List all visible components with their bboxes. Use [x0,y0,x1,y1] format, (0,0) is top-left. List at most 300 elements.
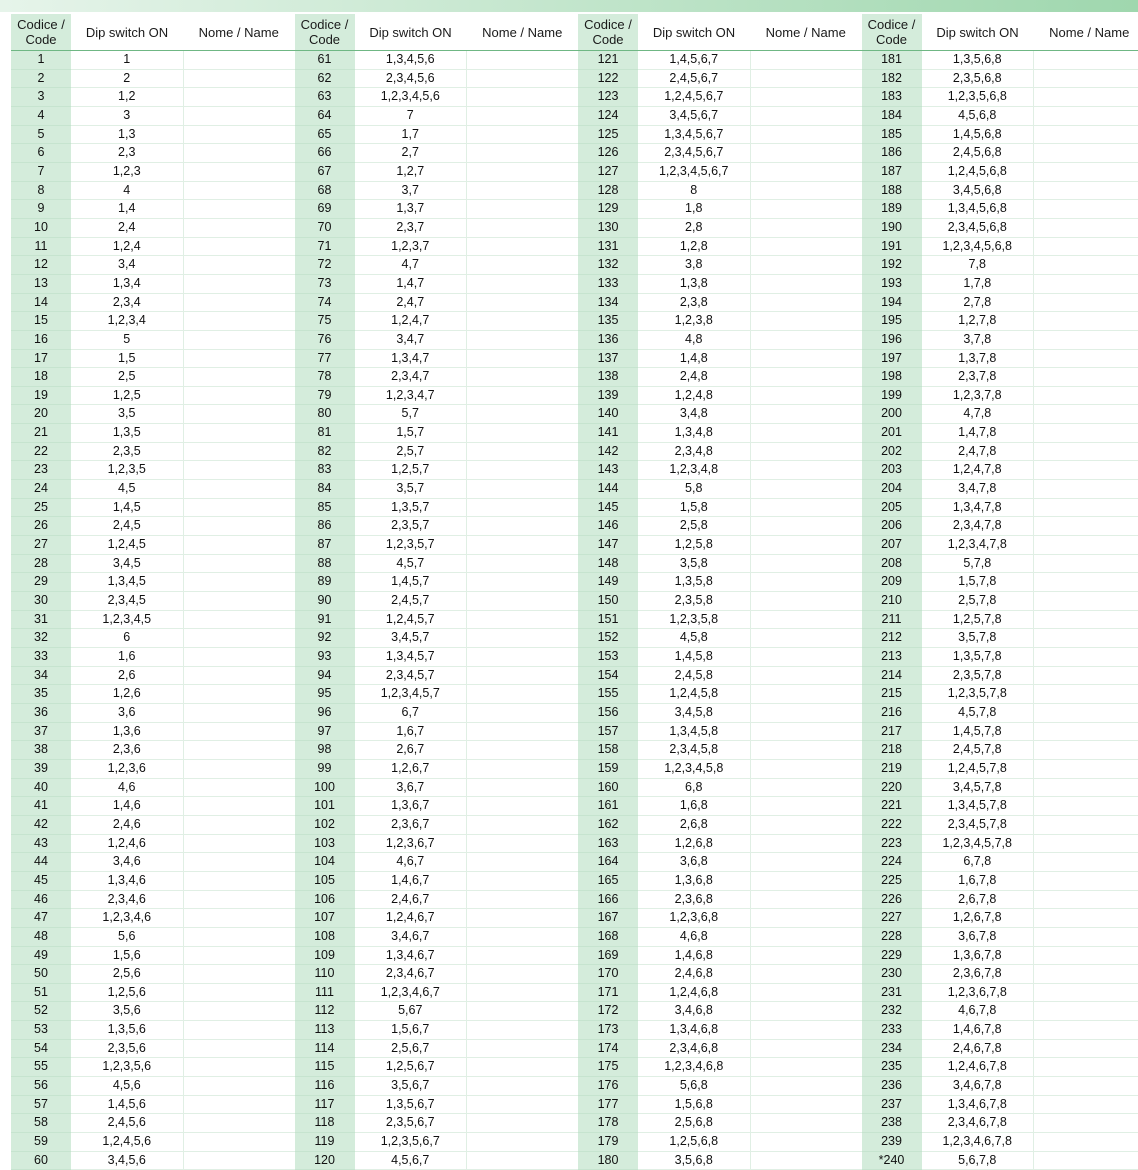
dip-switch-cell: 4,8 [638,330,750,349]
name-cell[interactable] [1034,349,1138,368]
name-cell[interactable] [467,368,579,387]
name-cell[interactable] [467,722,579,741]
name-cell[interactable] [183,703,295,722]
code-cell: 12 [11,256,71,275]
name-cell[interactable] [467,106,579,125]
name-cell[interactable] [750,106,862,125]
table-row [862,797,1138,816]
name-cell[interactable] [467,312,579,331]
name-cell[interactable] [183,685,295,704]
name-cell[interactable] [750,797,862,816]
table-row [862,349,1138,368]
name-cell[interactable] [1034,1151,1138,1170]
table-row [295,666,579,685]
dip-switch-cell: 5,6,7,8 [922,1151,1034,1170]
name-cell[interactable] [467,741,579,760]
name-cell[interactable] [1034,51,1138,70]
dip-switch-cell: 2,3,5,6,8 [922,69,1034,88]
dip-switch-cell: 4,6,7 [355,853,467,872]
name-cell[interactable] [1034,1095,1138,1114]
name-cell[interactable] [1034,218,1138,237]
name-cell[interactable] [467,274,579,293]
name-cell[interactable] [750,312,862,331]
name-cell[interactable] [467,1077,579,1096]
name-cell[interactable] [467,610,579,629]
name-cell[interactable] [750,480,862,499]
name-cell[interactable] [467,685,579,704]
name-cell[interactable] [1034,69,1138,88]
code-cell: 125 [578,125,638,144]
name-cell[interactable] [467,69,579,88]
name-cell[interactable] [750,274,862,293]
name-cell[interactable] [467,592,579,611]
name-cell[interactable] [467,871,579,890]
name-cell[interactable] [467,293,579,312]
name-cell[interactable] [750,815,862,834]
table-row [11,536,295,555]
name-cell[interactable] [1034,834,1138,853]
name-cell[interactable] [183,424,295,443]
dip-switch-cell: 2,6 [71,666,183,685]
name-cell[interactable] [183,1133,295,1152]
name-cell[interactable] [1034,106,1138,125]
name-cell[interactable] [1034,536,1138,555]
name-cell[interactable] [750,200,862,219]
name-cell[interactable] [1034,181,1138,200]
name-cell[interactable] [467,853,579,872]
name-cell[interactable] [467,629,579,648]
name-cell[interactable] [750,1114,862,1133]
name-cell[interactable] [183,797,295,816]
name-cell[interactable] [467,330,579,349]
name-cell[interactable] [183,517,295,536]
name-cell[interactable] [750,666,862,685]
name-cell[interactable] [750,1039,862,1058]
name-cell[interactable] [750,51,862,70]
name-cell[interactable] [183,237,295,256]
name-cell[interactable] [1034,1058,1138,1077]
name-cell[interactable] [467,442,579,461]
name-cell[interactable] [467,1058,579,1077]
name-cell[interactable] [467,405,579,424]
name-cell[interactable] [1034,853,1138,872]
code-cell: 36 [11,703,71,722]
name-cell[interactable] [467,349,579,368]
name-cell[interactable] [750,871,862,890]
table-row [578,890,862,909]
code-cell: 233 [862,1021,922,1040]
name-cell[interactable] [183,51,295,70]
name-cell[interactable] [183,1114,295,1133]
name-cell[interactable] [1034,256,1138,275]
name-cell[interactable] [183,1058,295,1077]
table-row [11,125,295,144]
name-cell[interactable] [750,554,862,573]
dip-switch-cell: 1,5,6,8 [638,1095,750,1114]
name-cell[interactable] [1034,237,1138,256]
name-cell[interactable] [750,536,862,555]
name-cell[interactable] [467,237,579,256]
name-cell[interactable] [467,909,579,928]
name-cell[interactable] [467,703,579,722]
name-cell[interactable] [750,1077,862,1096]
name-cell[interactable] [750,890,862,909]
name-cell[interactable] [750,927,862,946]
name-cell[interactable] [183,200,295,219]
name-cell[interactable] [1034,722,1138,741]
name-cell[interactable] [467,461,579,480]
name-cell[interactable] [750,1021,862,1040]
code-cell: 41 [11,797,71,816]
table-row [578,648,862,667]
code-cell: 79 [295,386,355,405]
name-cell[interactable] [750,1133,862,1152]
name-cell[interactable] [467,983,579,1002]
name-cell[interactable] [183,629,295,648]
code-cell: 211 [862,610,922,629]
name-cell[interactable] [1034,498,1138,517]
name-cell[interactable] [1034,965,1138,984]
name-cell[interactable] [183,834,295,853]
name-cell[interactable] [750,349,862,368]
name-cell[interactable] [467,162,579,181]
name-cell[interactable] [183,890,295,909]
name-cell[interactable] [183,218,295,237]
name-cell[interactable] [183,554,295,573]
name-cell[interactable] [467,759,579,778]
name-cell[interactable] [750,424,862,443]
name-cell[interactable] [467,573,579,592]
name-cell[interactable] [750,293,862,312]
name-cell[interactable] [183,480,295,499]
name-cell[interactable] [183,349,295,368]
name-cell[interactable] [1034,909,1138,928]
dip-switch-cell: 2,6,8 [638,815,750,834]
name-cell[interactable] [467,834,579,853]
table-row [11,162,295,181]
name-cell[interactable] [750,685,862,704]
code-cell: 121 [578,51,638,70]
name-cell[interactable] [1034,983,1138,1002]
name-cell[interactable] [467,181,579,200]
name-cell[interactable] [1034,200,1138,219]
name-cell[interactable] [750,946,862,965]
name-cell[interactable] [750,181,862,200]
name-cell[interactable] [1034,573,1138,592]
name-cell[interactable] [1034,293,1138,312]
dip-switch-cell: 1,3,6,8 [638,871,750,890]
name-cell[interactable] [183,909,295,928]
name-cell[interactable] [183,69,295,88]
name-cell[interactable] [750,610,862,629]
name-cell[interactable] [183,368,295,387]
name-cell[interactable] [183,573,295,592]
table-row [862,312,1138,331]
name-cell[interactable] [750,853,862,872]
name-cell[interactable] [467,648,579,667]
name-cell[interactable] [1034,424,1138,443]
dip-switch-cell: 1,3,5,6,7 [355,1095,467,1114]
name-cell[interactable] [183,106,295,125]
name-cell[interactable] [750,1058,862,1077]
dip-switch-cell: 1,3,6,7 [355,797,467,816]
name-cell[interactable] [1034,274,1138,293]
name-cell[interactable] [1034,1077,1138,1096]
name-cell[interactable] [1034,1133,1138,1152]
name-cell[interactable] [467,946,579,965]
name-cell[interactable] [183,610,295,629]
name-cell[interactable] [183,330,295,349]
name-cell[interactable] [1034,442,1138,461]
name-cell[interactable] [183,256,295,275]
name-cell[interactable] [183,927,295,946]
name-cell[interactable] [467,554,579,573]
code-column-header: Codice / Code [578,14,638,51]
name-cell[interactable] [1034,778,1138,797]
name-cell[interactable] [467,386,579,405]
name-cell[interactable] [750,218,862,237]
name-cell[interactable] [1034,368,1138,387]
name-cell[interactable] [467,815,579,834]
name-cell[interactable] [750,256,862,275]
name-cell[interactable] [467,890,579,909]
name-cell[interactable] [183,312,295,331]
name-cell[interactable] [183,293,295,312]
name-cell[interactable] [467,1133,579,1152]
name-cell[interactable] [467,88,579,107]
name-cell[interactable] [467,1039,579,1058]
name-cell[interactable] [467,666,579,685]
name-cell[interactable] [183,946,295,965]
name-cell[interactable] [750,237,862,256]
code-cell: 44 [11,853,71,872]
name-cell[interactable] [183,274,295,293]
table-row [11,349,295,368]
name-cell[interactable] [1034,480,1138,499]
name-cell[interactable] [1034,871,1138,890]
name-cell[interactable] [467,1002,579,1021]
code-cell: 161 [578,797,638,816]
name-cell[interactable] [1034,890,1138,909]
name-cell[interactable] [750,592,862,611]
name-cell[interactable] [183,405,295,424]
table-row [862,741,1138,760]
name-cell[interactable] [467,536,579,555]
name-cell[interactable] [183,125,295,144]
name-cell[interactable] [467,1021,579,1040]
name-cell[interactable] [183,592,295,611]
name-cell[interactable] [467,965,579,984]
table-row [295,573,579,592]
name-cell[interactable] [1034,386,1138,405]
name-cell[interactable] [750,703,862,722]
dip-switch-cell: 2,5,6,7 [355,1039,467,1058]
name-cell[interactable] [750,498,862,517]
name-cell[interactable] [467,778,579,797]
name-cell[interactable] [467,927,579,946]
name-cell[interactable] [750,834,862,853]
name-cell[interactable] [1034,629,1138,648]
name-cell[interactable] [183,1021,295,1040]
name-cell[interactable] [750,144,862,163]
name-cell[interactable] [750,965,862,984]
name-cell[interactable] [183,1039,295,1058]
name-cell[interactable] [750,573,862,592]
name-cell[interactable] [183,442,295,461]
name-cell[interactable] [467,480,579,499]
name-cell[interactable] [750,461,862,480]
name-cell[interactable] [183,853,295,872]
name-cell[interactable] [750,909,862,928]
name-cell[interactable] [183,741,295,760]
name-cell[interactable] [183,759,295,778]
name-cell[interactable] [750,648,862,667]
name-cell[interactable] [750,1002,862,1021]
name-cell[interactable] [467,424,579,443]
name-cell[interactable] [183,144,295,163]
code-cell: 106 [295,890,355,909]
name-cell[interactable] [750,722,862,741]
table-row [295,759,579,778]
name-cell[interactable] [750,88,862,107]
name-cell[interactable] [750,759,862,778]
name-cell[interactable] [467,200,579,219]
name-cell[interactable] [750,629,862,648]
code-cell: 239 [862,1133,922,1152]
name-cell[interactable] [1034,797,1138,816]
name-cell[interactable] [1034,703,1138,722]
name-cell[interactable] [1034,88,1138,107]
name-cell[interactable] [183,815,295,834]
name-cell[interactable] [183,983,295,1002]
name-cell[interactable] [183,871,295,890]
dip-switch-cell: 4,5,8 [638,629,750,648]
dip-switch-cell: 5,6 [71,927,183,946]
name-cell[interactable] [1034,592,1138,611]
table-row [862,853,1138,872]
name-cell[interactable] [1034,927,1138,946]
name-cell[interactable] [1034,312,1138,331]
name-cell[interactable] [750,1151,862,1170]
name-cell[interactable] [1034,666,1138,685]
name-cell[interactable] [750,125,862,144]
name-cell[interactable] [1034,1039,1138,1058]
name-cell[interactable] [183,1095,295,1114]
name-cell[interactable] [183,498,295,517]
name-cell[interactable] [183,536,295,555]
dip-switch-cell: 1,2,6,8 [638,834,750,853]
code-cell: 136 [578,330,638,349]
name-cell[interactable] [1034,517,1138,536]
name-cell[interactable] [750,778,862,797]
name-cell[interactable] [750,983,862,1002]
name-cell[interactable] [183,162,295,181]
code-cell: 147 [578,536,638,555]
name-cell[interactable] [183,648,295,667]
name-cell[interactable] [1034,1021,1138,1040]
name-cell[interactable] [1034,648,1138,667]
name-cell[interactable] [1034,946,1138,965]
name-cell[interactable] [183,1077,295,1096]
name-cell[interactable] [467,218,579,237]
name-cell[interactable] [750,741,862,760]
name-cell[interactable] [183,386,295,405]
table-row [295,536,579,555]
name-cell[interactable] [183,461,295,480]
name-cell[interactable] [183,722,295,741]
name-cell[interactable] [1034,162,1138,181]
table-row [578,181,862,200]
name-cell[interactable] [750,1095,862,1114]
name-cell[interactable] [750,386,862,405]
name-cell[interactable] [183,1151,295,1170]
name-cell[interactable] [183,666,295,685]
name-cell[interactable] [467,51,579,70]
code-cell: 54 [11,1039,71,1058]
name-cell[interactable] [750,517,862,536]
name-cell[interactable] [467,144,579,163]
code-cell: 15 [11,312,71,331]
name-cell[interactable] [1034,144,1138,163]
table-row [578,1114,862,1133]
dip-switch-cell: 1,2,4,7 [355,312,467,331]
name-cell[interactable] [183,778,295,797]
name-cell[interactable] [750,442,862,461]
name-cell[interactable] [750,368,862,387]
dip-switch-cell: 6 [71,629,183,648]
name-cell[interactable] [1034,815,1138,834]
name-cell[interactable] [1034,685,1138,704]
dip-switch-cell: 1,2,4,5,7,8 [922,759,1034,778]
table-row [11,424,295,443]
name-cell[interactable] [467,1114,579,1133]
dip-switch-cell: 1,3,6 [71,722,183,741]
name-cell[interactable] [183,181,295,200]
name-cell[interactable] [183,965,295,984]
name-cell[interactable] [1034,741,1138,760]
name-cell[interactable] [467,517,579,536]
name-cell[interactable] [750,330,862,349]
name-cell[interactable] [750,162,862,181]
name-cell[interactable] [467,1095,579,1114]
name-cell[interactable] [467,797,579,816]
table-row [578,722,862,741]
code-cell: 35 [11,685,71,704]
name-cell[interactable] [183,88,295,107]
dip-switch-cell: 1,2,3,4,5,6 [355,88,467,107]
name-cell[interactable] [750,69,862,88]
name-cell[interactable] [1034,759,1138,778]
name-cell[interactable] [1034,125,1138,144]
name-cell[interactable] [1034,461,1138,480]
name-cell[interactable] [1034,1002,1138,1021]
name-cell[interactable] [467,498,579,517]
name-cell[interactable] [183,1002,295,1021]
name-cell[interactable] [467,1151,579,1170]
dip-switch-cell: 1,2,4,8 [638,386,750,405]
dip-switch-cell: 1,3,4,5 [71,573,183,592]
name-cell[interactable] [1034,405,1138,424]
name-cell[interactable] [1034,554,1138,573]
name-cell[interactable] [1034,1114,1138,1133]
code-cell: 52 [11,1002,71,1021]
name-cell[interactable] [750,405,862,424]
code-cell: 206 [862,517,922,536]
name-cell[interactable] [1034,610,1138,629]
name-cell[interactable] [467,256,579,275]
name-cell[interactable] [1034,330,1138,349]
name-cell[interactable] [467,125,579,144]
